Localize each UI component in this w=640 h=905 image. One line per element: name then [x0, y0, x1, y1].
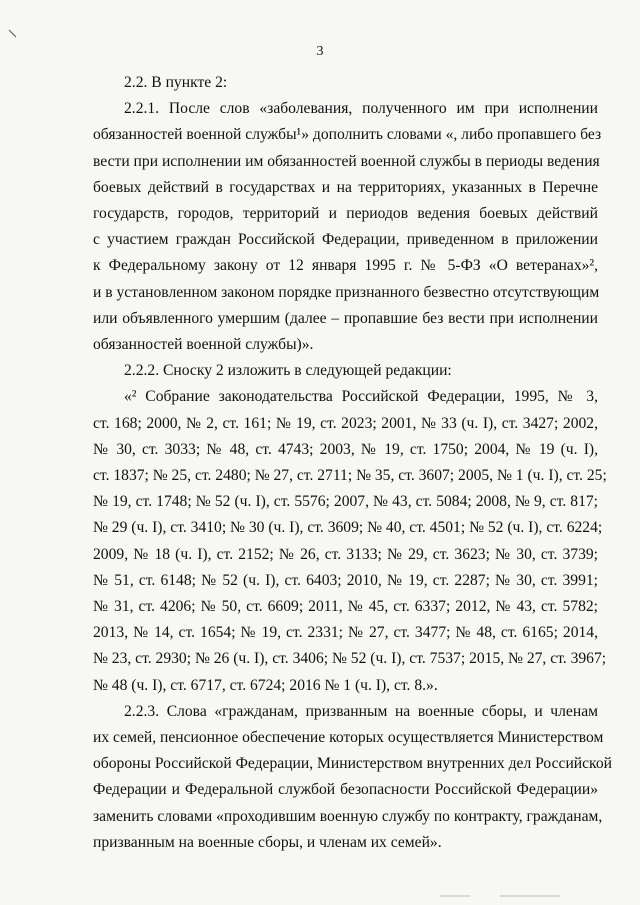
text-line: государств, городов, территорий и периодов ведения боевых действий — [93, 205, 598, 223]
text-line: № 51, ст. 6148; № 52 (ч. I), ст. 6403; 2010, № 19, ст. 2287; № 30, ст. 3991; — [93, 571, 598, 589]
text-line: «² Собрание законодательства Российской Федерации, 1995, № 3, — [124, 388, 598, 406]
scan-mark-bottom — [440, 893, 560, 899]
document-body — [93, 70, 612, 856]
text-line: их семей, пенсионное обеспечение которых осуществляется Министерством — [93, 729, 604, 747]
text-line: № 23, ст. 2930; № 26 (ч. I), ст. 3406; № 52 (ч. I), ст. 7537; 2015, № 27, ст. 3967; — [93, 650, 607, 668]
text-line: № 30, ст. 3033; № 48, ст. 4743; 2003, № 19, ст. 1750; 2004, № 19 (ч. I), — [93, 440, 598, 458]
text-line: 2009, № 18 (ч. I), ст. 2152; № 26, ст. 3133; № 29, ст. 3623; № 30, ст. 3739; — [93, 545, 598, 563]
text-line: призванным на военные сборы, и членам их семей». — [93, 833, 442, 851]
text-line: с участием граждан Российской Федерации, приведенном в приложении — [93, 231, 598, 249]
text-line: № 19, ст. 1748; № 52 (ч. I), ст. 5576; 2007, № 43, ст. 5084; 2008, № 9, ст. 817; — [93, 493, 598, 511]
text-line: 2.2. В пункте 2: — [124, 74, 228, 91]
scan-mark-top-left — [8, 28, 20, 40]
text-line: ст. 1837; № 25, ст. 2480; № 27, ст. 2711; № 35, ст. 3607; 2005, № 1 (ч. I), ст. 25; — [93, 467, 607, 485]
text-line: № 48 (ч. I), ст. 6717, ст. 6724; 2016 № 1 (ч. I), ст. 8.». — [93, 676, 438, 694]
text-line: ст. 168; 2000, № 2, ст. 161; № 19, ст. 2023; 2001, № 33 (ч. I), ст. 3427; 2002, — [93, 414, 598, 432]
text-line: боевых действий в государствах и на территориях, указанных в Перечне — [93, 178, 598, 196]
text-line: Федерации и Федеральной службой безопасности Российской Федерации» — [93, 781, 598, 799]
text-line: заменить словами «проходившим военную службу по контракту, гражданам, — [93, 807, 603, 825]
text-line: обязанностей военной службы)». — [93, 336, 314, 354]
text-line: № 31, ст. 4206; № 50, ст. 6609; 2011, № 45, ст. 6337; 2012, № 43, ст. 5782; — [93, 598, 598, 616]
text-line: 2013, № 14, ст. 1654; № 19, ст. 2331; № 27, ст. 3477; № 48, ст. 6165; 2014, — [93, 624, 598, 642]
text-line: обязанностей военной службы¹» дополнить словами «, либо пропавшего без — [93, 126, 602, 144]
text-line: 2.2.1. После слов «заболевания, полученного им при исполнении — [124, 100, 598, 118]
page-number: 3 — [316, 44, 324, 59]
text-line: обороны Российской Федерации, Министерством внутренних дел Российской — [93, 755, 612, 773]
text-line: и в установленном законом порядке признанного безвестно отсутствующим — [93, 283, 600, 301]
text-line: к Федеральному закону от 12 января 1995 г. № 5-ФЗ «О ветеранах»², — [93, 257, 598, 275]
text-line: № 29 (ч. I), ст. 3410; № 30 (ч. I), ст. 3609; № 40, ст. 4501; № 52 (ч. I), ст. 6224; — [93, 519, 603, 537]
text-line: 2.2.3. Слова «гражданам, призванным на военные сборы, и членам — [124, 702, 598, 720]
text-line: или объявленного умершим (далее – пропавшие без вести при исполнении — [93, 309, 598, 327]
text-line: вести при исполнении им обязанностей военной службы в периоды ведения — [93, 152, 600, 170]
text-line: 2.2.2. Сноску 2 изложить в следующей редакции: — [124, 362, 452, 380]
